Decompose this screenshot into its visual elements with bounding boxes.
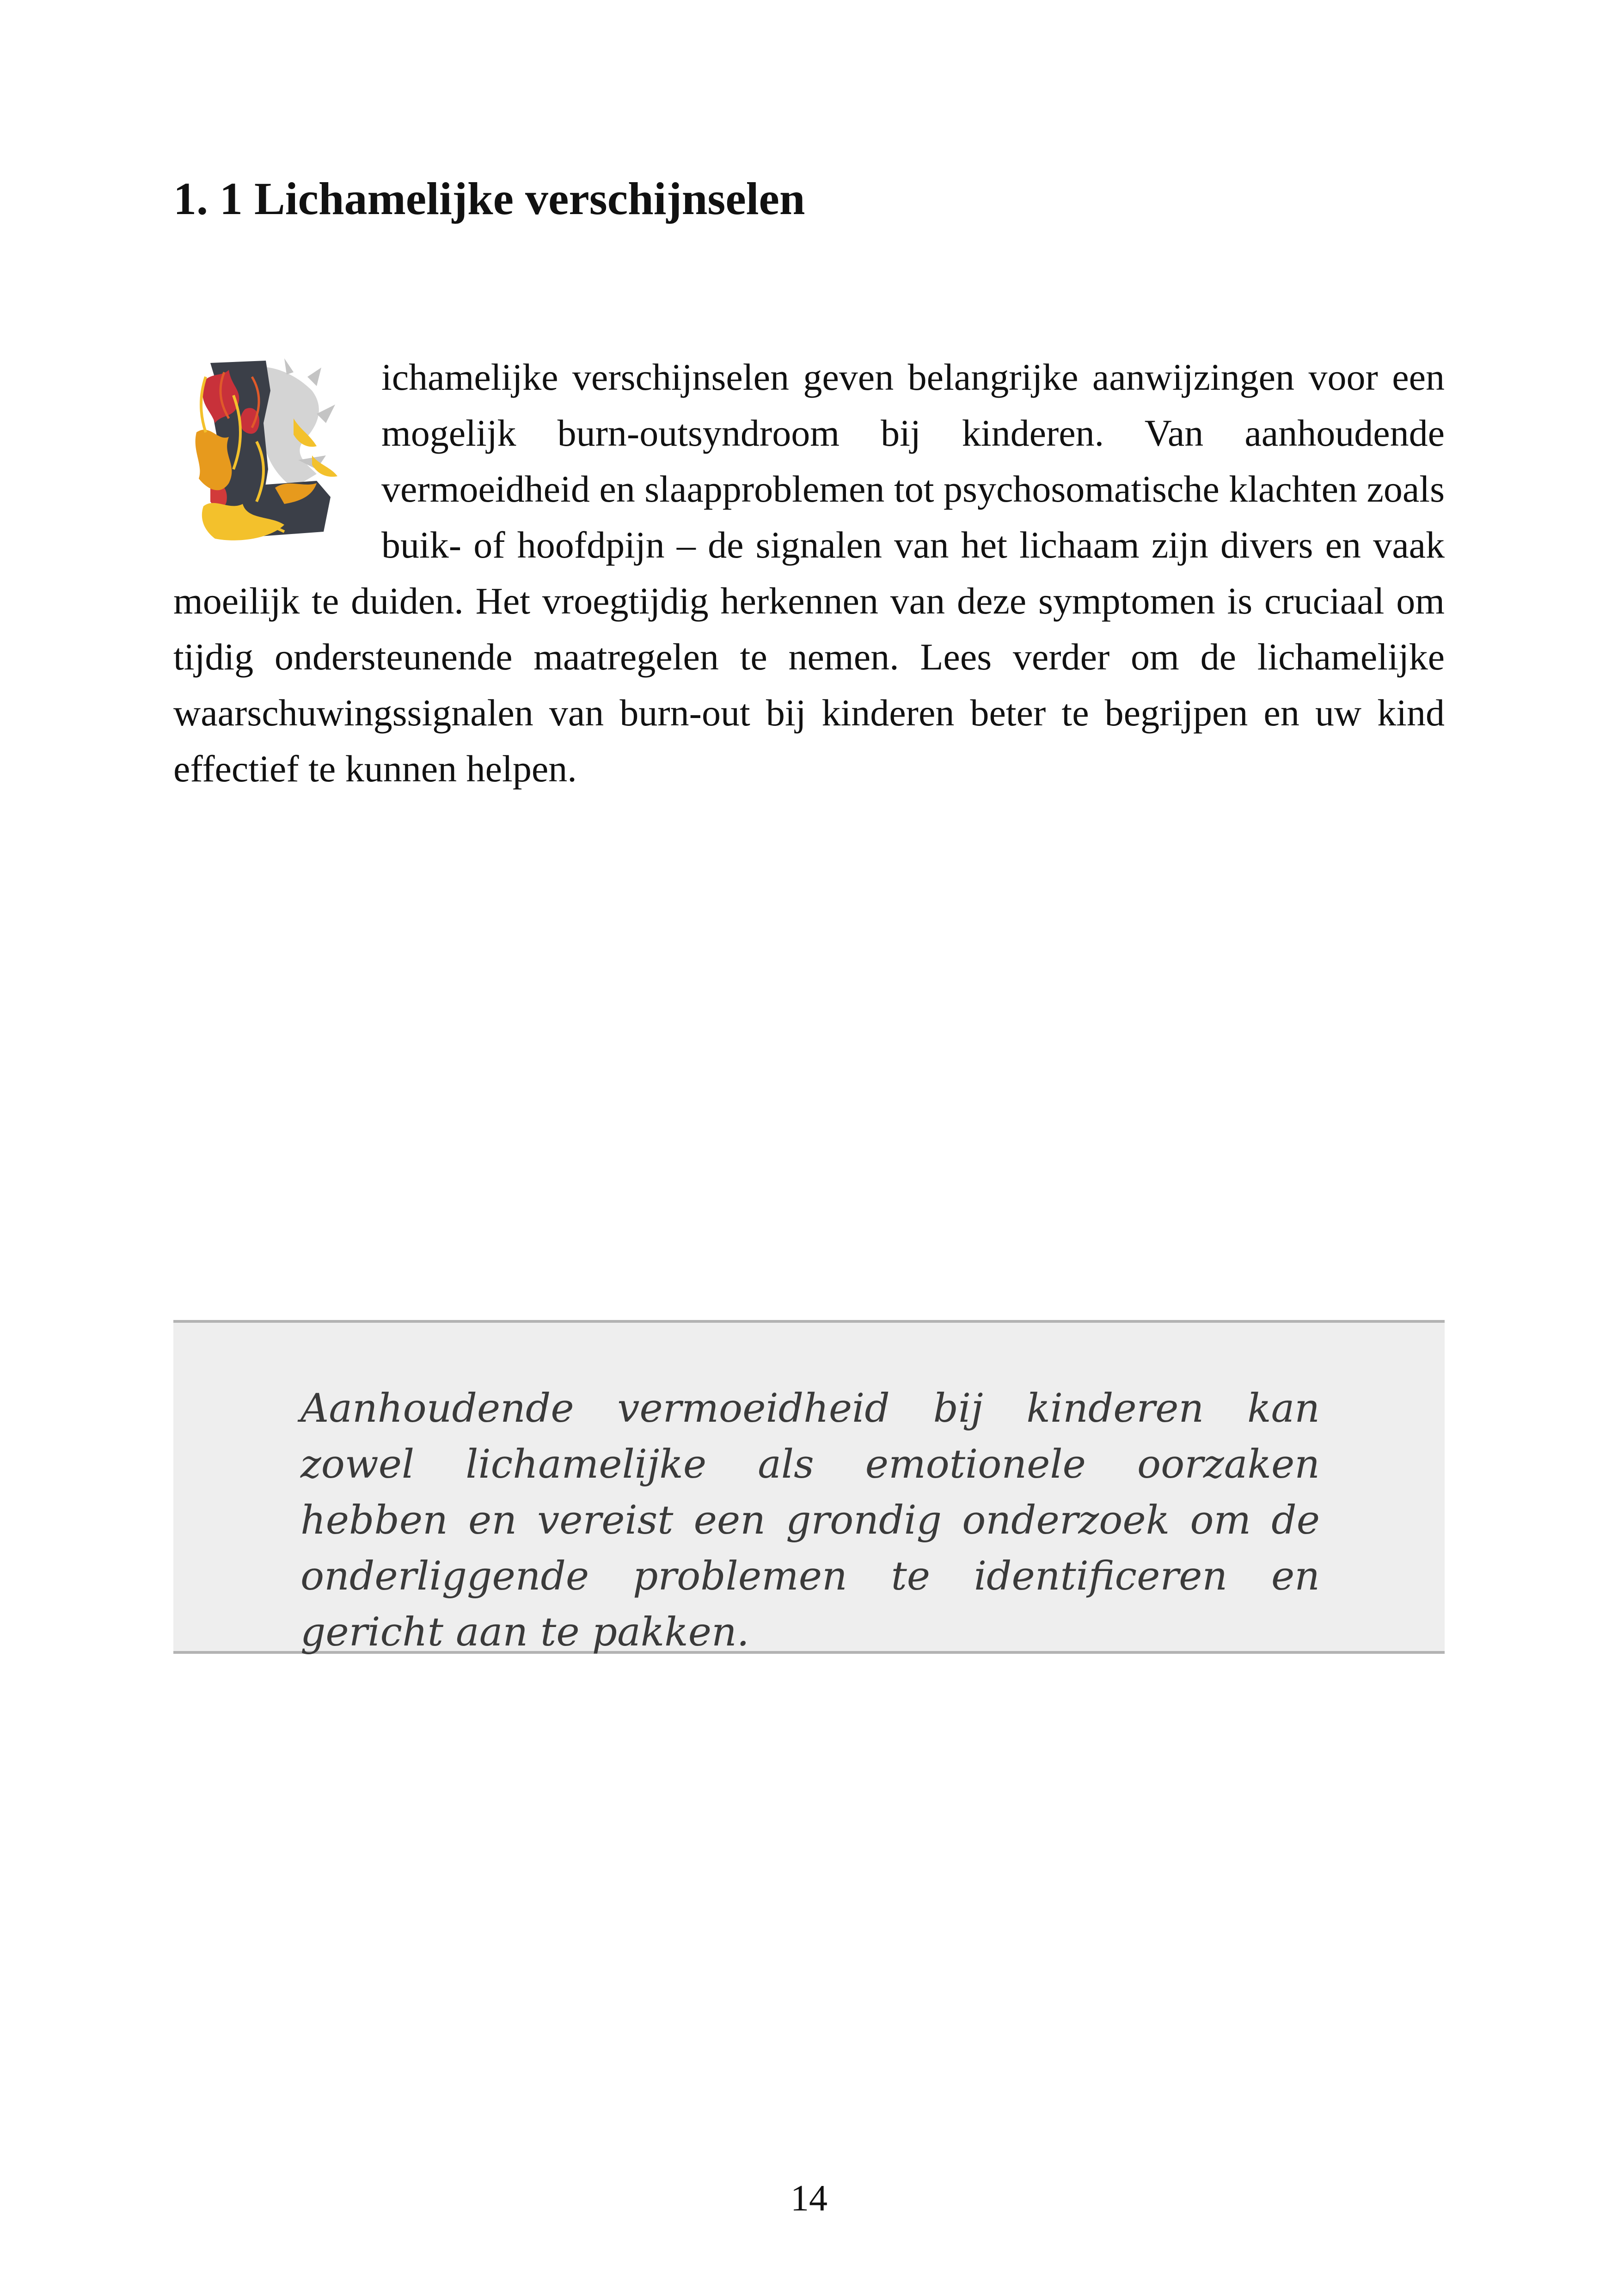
flaming-letter-l-icon bbox=[178, 349, 349, 553]
section-heading: 1. 1 Lichamelijke verschijnselen bbox=[173, 173, 805, 224]
intro-paragraph bbox=[173, 349, 1445, 797]
intro-text: ichamelijke verschijnselen geven belangrijke aanwijzingen voor een mogelijk burn-outsyndroom bij kinderen. Van aanhoudende vermoeidheid en slaapproblemen tot psychosomatische klachten zoals buik- of hoofdpijn – de signalen van het lichaam zijn divers en vaak moeilijk te duiden. Het vroegtijdig herkennen van deze symptomen is cruciaal om tijdig ondersteunende maatregelen te nemen. Lees verder om de lichamelijke waarschuwingssignalen van burn-out bij kinderen beter te begrijpen en uw kind effectief te kunnen helpen. bbox=[173, 356, 1445, 790]
yellow-flame-shape bbox=[196, 430, 232, 490]
dropcap-letter-l-illustration bbox=[173, 349, 363, 564]
red-flame-shape bbox=[240, 408, 259, 434]
page-number: 14 bbox=[791, 2178, 827, 2219]
callout-quote: Aanhoudende vermoeidheid bij kinderen kan zowel lichamelijke als emotionele oorzaken hebben en vereist een grondig onderzoek om de onderliggende problemen te identificeren en gericht aan te pakken. bbox=[300, 1386, 1320, 1655]
callout-box bbox=[173, 1320, 1445, 1654]
